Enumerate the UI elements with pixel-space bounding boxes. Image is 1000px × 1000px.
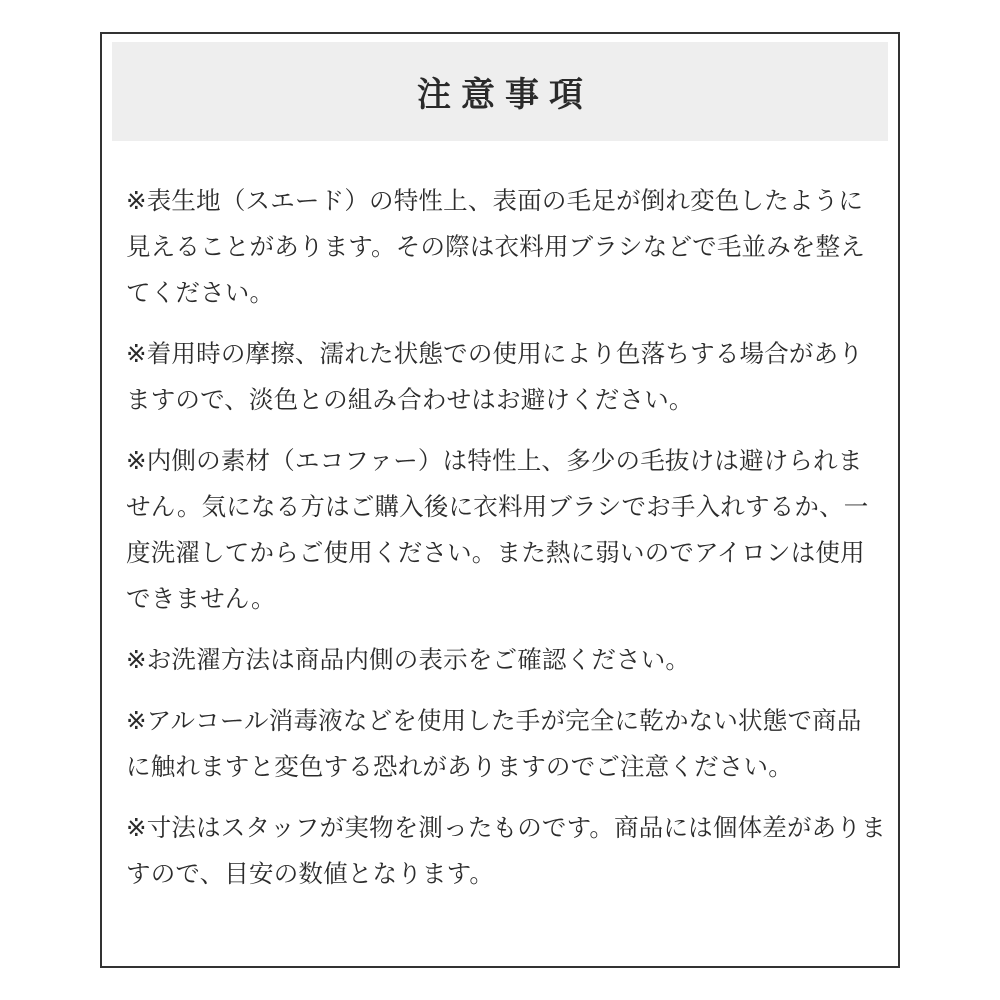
note-washing-method: ※お洗濯方法は商品内側の表示をご確認ください。 [126, 645, 691, 674]
note-measurements: ※寸法はスタッフが実物を測ったものです。商品には個体差がありますので、目安の数値となります。 [126, 813, 886, 888]
note-alcohol-discoloration: ※アルコール消毒液などを使用した手が完全に乾かない状態で商品に触れますと変色する恐れがありますのでご注意ください。 [126, 706, 862, 781]
note-suede-nap: ※表生地（スエード）の特性上、表面の毛足が倒れ変色したように見えることがあります。その際は衣料用ブラシなどで毛並みを整えてください。 [126, 186, 866, 307]
notice-panel [100, 32, 900, 968]
notice-header [112, 42, 888, 141]
note-color-transfer: ※着用時の摩擦、濡れた状態での使用により色落ちする場合がありますので、淡色との組み合わせはお避けください。 [126, 339, 864, 414]
note-eco-fur-shedding: ※内側の素材（エコファー）は特性上、多少の毛抜けは避けられません。気になる方はご購入後に衣料用ブラシでお手入れするか、一度洗濯してからご使用ください。また熱に弱いのでアイロンは使用できません。 [126, 446, 869, 613]
page-title: 注意事項 [417, 75, 593, 115]
notes-list [126, 178, 886, 912]
